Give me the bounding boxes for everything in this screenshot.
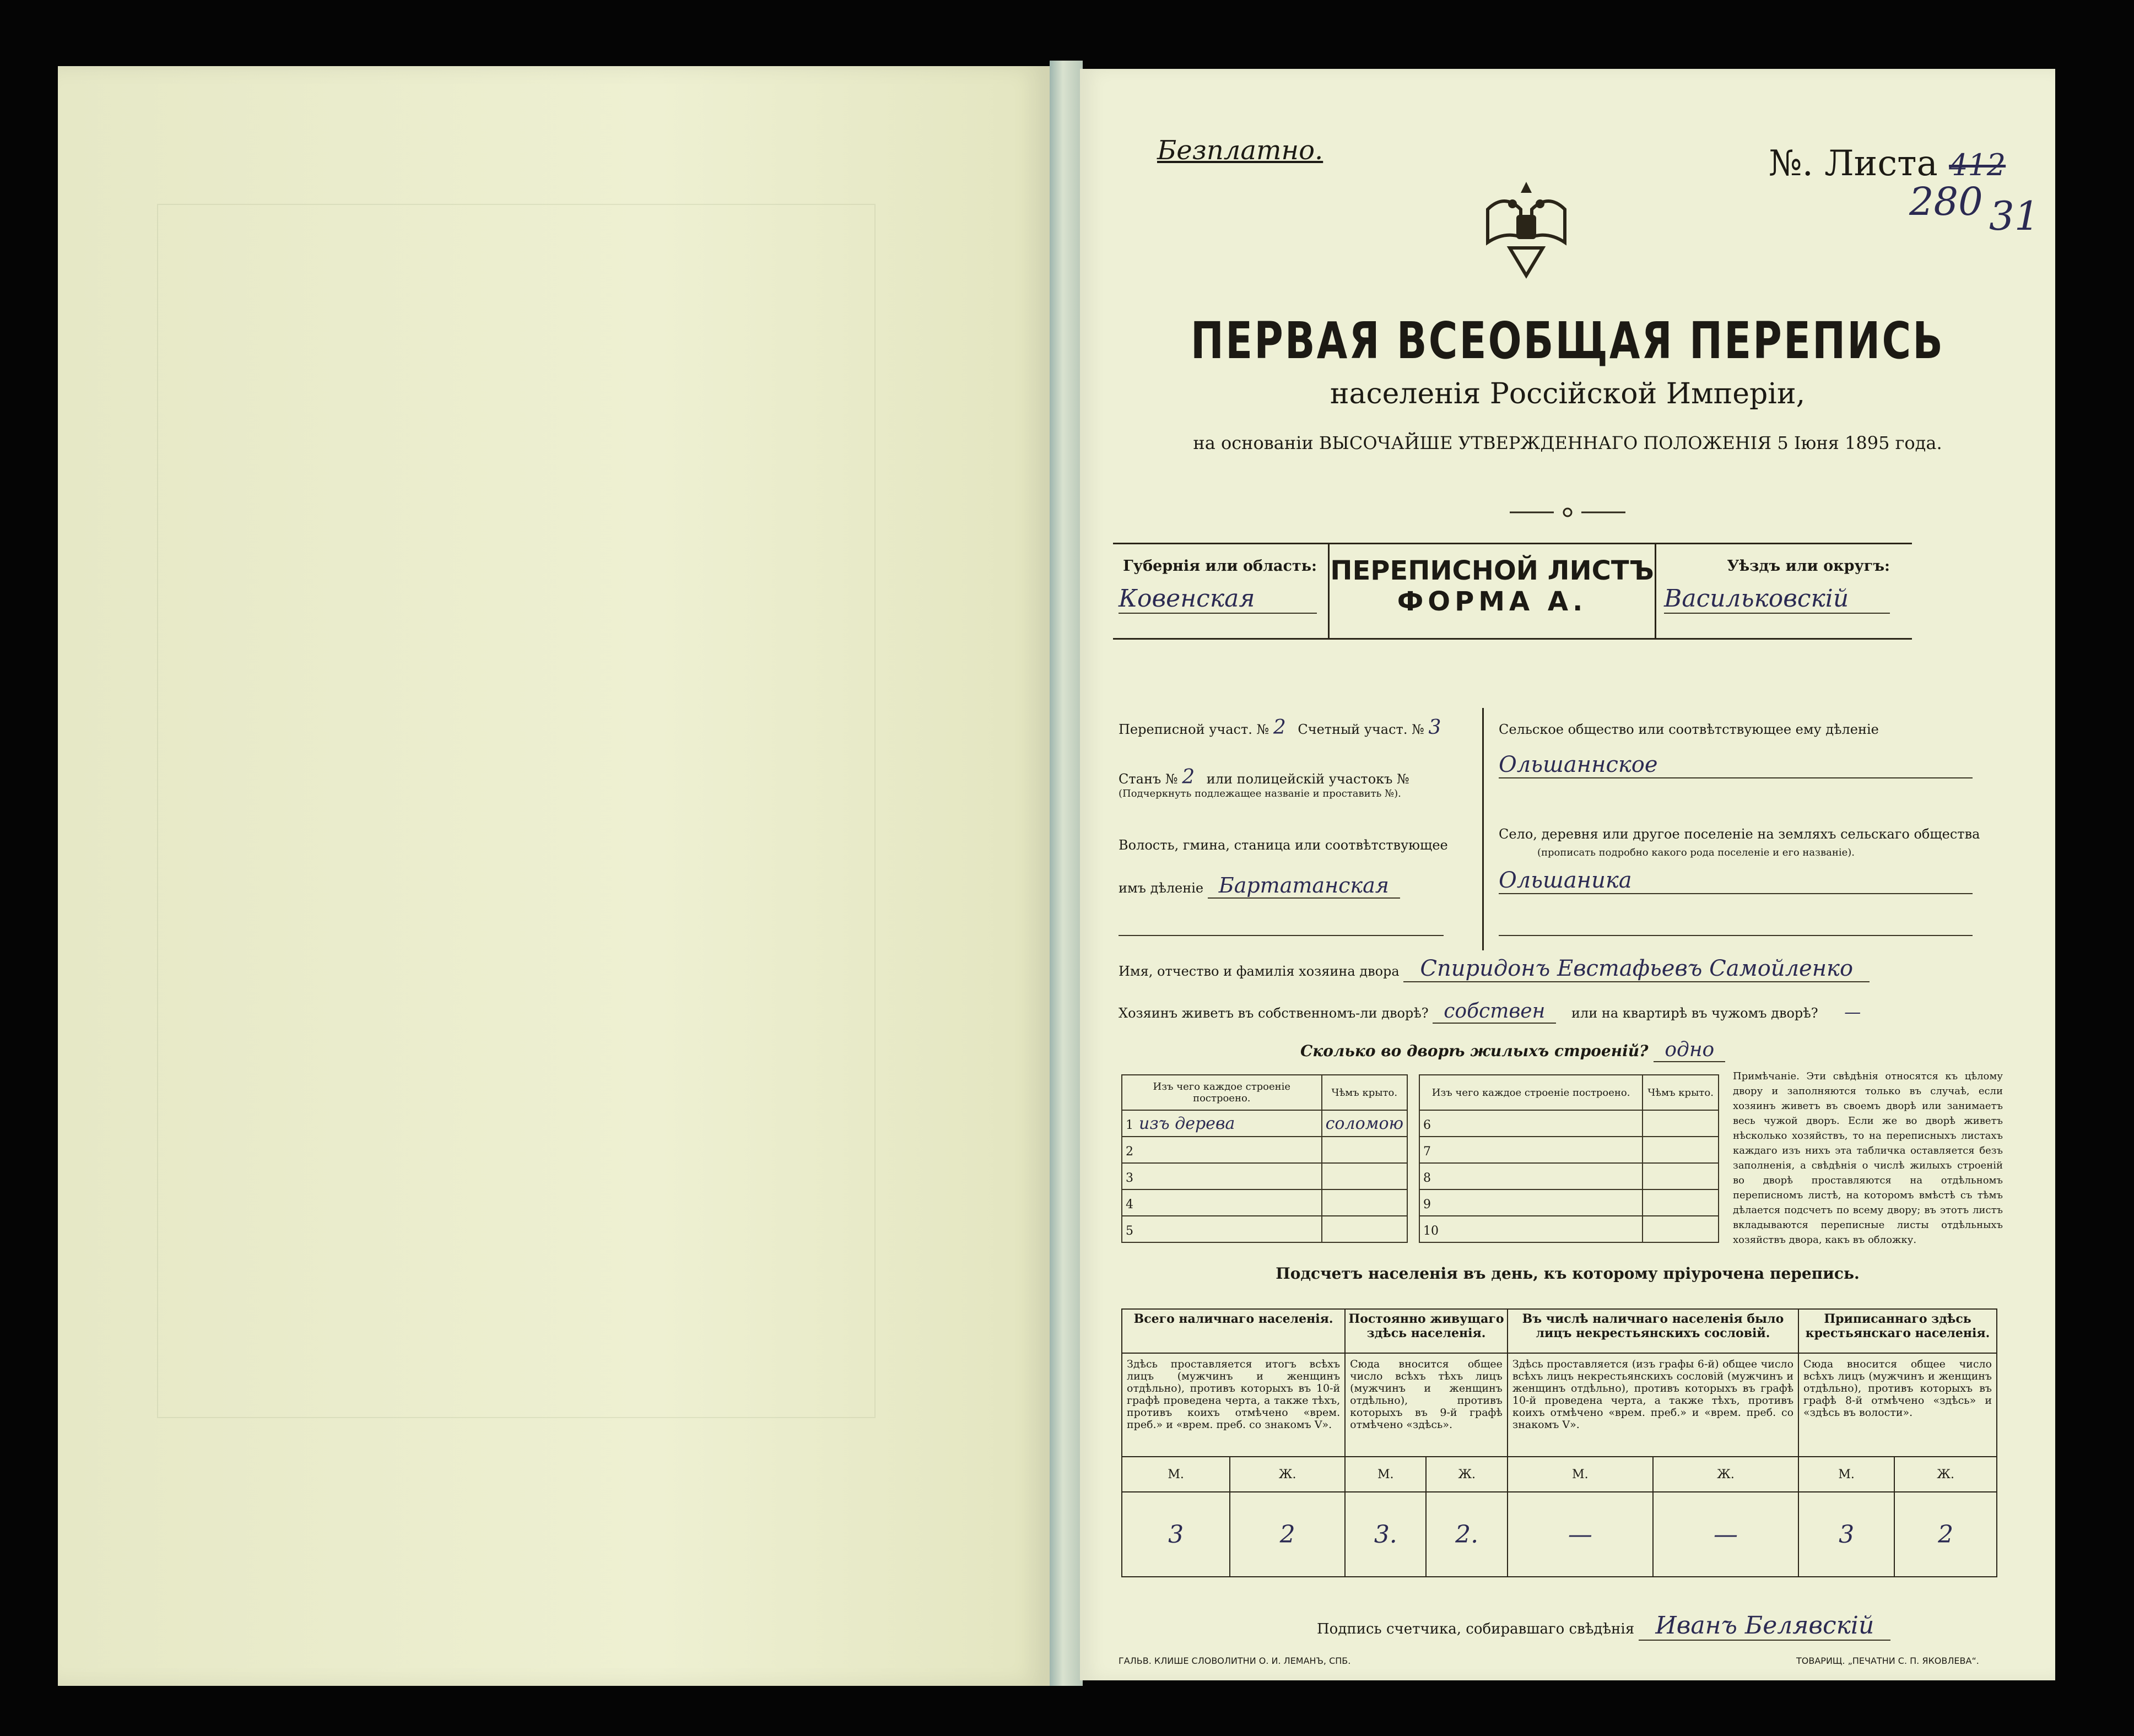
page-title: ПЕРВАЯ ВСЕОБЩАЯ ПЕРЕПИСЬ [1190,311,1945,370]
population-column-title: Постоянно живущаго здѣсь населенія. [1345,1309,1508,1353]
building-number: 1 [1126,1118,1133,1132]
stan-note: (Подчеркнуть подлежащее названіе и проставить №). [1119,788,1401,799]
female-header: Ж. [1653,1457,1798,1492]
population-column-title: Всего наличнаго населенія. [1122,1309,1345,1353]
male-count: 3. [1345,1492,1426,1577]
gubernia-value: Ковенская [1119,585,1317,614]
population-table [1121,1308,1997,1577]
female-count: — [1653,1492,1798,1577]
volost-line: имъ дѣленіе Бартатанская [1119,873,1444,897]
uezd-value: Васильковскій [1664,585,1890,614]
signature-line: Подпись счетчика, собиравшаго свѣдѣнія Иванъ Белявскій [1317,1611,1890,1640]
population-column-title: Приписаннаго здѣсь крестьянскаго населенія. [1798,1309,1997,1353]
buildings-count: одно [1654,1039,1725,1062]
enumerator-signature: Иванъ Белявскій [1639,1611,1890,1641]
female-header: Ж. [1230,1457,1345,1492]
building-roof [1322,1137,1407,1163]
female-header: Ж. [1426,1457,1507,1492]
free-label: Безплатно. [1157,135,1323,166]
village-label: Село, деревня или другое поселеніе на земляхъ сельскаго общества [1499,826,1980,842]
owner-name-line: Имя, отчество и фамилія хозяина двора Спиридонъ Евстафьевъ Самойленко [1119,956,2000,981]
building-row [1122,1163,1407,1189]
sheet-number-extra: 31 [1989,193,2040,239]
building-row [1419,1110,1719,1137]
building-number: 8 [1423,1171,1431,1185]
society-label: Сельское общество или соотвѣтствующее ему дѣленіе [1499,722,1879,737]
form-code: ФОРМА А. [1397,586,1587,617]
buildings-count-line: Сколько во дворѣ жилыхъ строеній? одно [1300,1039,1725,1061]
village-note: (прописать подробно какого рода поселеніе и его названіе). [1537,847,1855,858]
building-row [1122,1189,1407,1216]
legal-basis: на основаніи ВЫСОЧАЙШЕ УТВЕРЖДЕННАГО ПОЛОЖЕНІЯ 5 Іюня 1895 года. [1193,432,1942,453]
imperial-eagle-icon [1477,171,1576,286]
building-roof [1643,1163,1719,1189]
buildings-note: Примѣчаніе. Эти свѣдѣнія относятся къ цѣлому двору и заполняются только въ случаѣ, если хозяинъ живетъ въ своемъ дворѣ или занимаетъ весь чужой дворъ. Если же во дворѣ живетъ нѣсколько хозяйствъ, то на переписныхъ листахъ каждаго изъ нихъ эта табличка оставляется безъ заполненія, а свѣдѣнія о числѣ жилыхъ строеній во дворѣ проставляются на отдѣльномъ переписномъ листѣ, на которомъ вмѣстѣ съ тѣмъ дѣлается подсчетъ по всему двору; въ этотъ листъ вкладываются переписные листы отдѣльныхъ хозяйствъ двора, какъ въ обложку. [1733,1070,2003,1246]
buildings-table-left: Изъ чего каждое строеніе построено. Чѣмъ крыто. 1 изъ дерева соломою 2 3 4 5 [1121,1074,1408,1243]
column-divider [1482,708,1485,950]
male-header: М. [1508,1457,1653,1492]
population-column-desc: Сюда вносится общее число всѣхъ тѣхъ лицъ (мужчинъ и женщинъ отдѣльно), противъ которыхъ въ 9-й графѣ отмѣчено «здѣсь». [1345,1353,1508,1457]
population-column-desc: Здѣсь проставляется итогъ всѣхъ лицъ (мужчинъ и женщинъ отдѣльно), противъ которыхъ въ 10-й графѣ проведена черта, а также тѣхъ, противъ коихъ отмѣчено «врем. преб.» и «врем. преб. со знакомъ V». [1122,1353,1345,1457]
footer-right: ТОВАРИЩ. „ПЕЧАТНИ С. П. ЯКОВЛЕВА“. [1796,1656,1979,1666]
population-column-desc: Здѣсь проставляется (изъ графы 6-й) общее число всѣхъ лицъ некрестьянскихъ сословій (мужчинъ и женщинъ отдѣльно), противъ которыхъ въ графѣ 10-й проведена черта, а также тѣхъ, противъ коихъ отмѣчено «врем. преб.» и «врем. преб. со знакомъ V». [1508,1353,1798,1457]
owner-residence-line: Хозяинъ живетъ въ собственномъ-ли дворѣ? собствен или на квартирѣ въ чужомъ дворѣ? — [1119,1000,1861,1023]
population-heading: Подсчетъ населенія въ день, къ которому пріурочена перепись. [1276,1264,1860,1283]
building-roof [1322,1189,1407,1216]
volost-value: Бартатанская [1208,873,1400,899]
volost-blank-line [1119,934,1444,936]
building-roof: соломою [1322,1110,1407,1137]
sheet-number-struck: 412 [1949,148,2006,182]
footer-left: ГАЛЬВ. КЛИШЕ СЛОВОЛИТНИ О. И. ЛЕМАНЪ, СПБ. [1119,1656,1351,1666]
male-header: М. [1798,1457,1894,1492]
building-number: 7 [1423,1144,1431,1159]
building-material: изъ дерева [1139,1113,1235,1133]
district-line: Переписной участ. № 2 Счетный участ. № 3 [1119,716,1441,739]
female-count: 2. [1426,1492,1507,1577]
form-title: ПЕРЕПИСНОЙ ЛИСТЪ [1330,555,1654,586]
population-column-desc: Сюда вносится общее число всѣхъ лицъ (мужчинъ и женщинъ отдѣльно), противъ которыхъ въ графѣ 8-й отмѣчено «здѣсь» и «здѣсь въ волости». [1798,1353,1997,1457]
building-roof [1643,1137,1719,1163]
building-number: 6 [1423,1118,1431,1132]
building-roof [1643,1110,1719,1137]
building-roof [1643,1216,1719,1242]
ornament-divider [1510,507,1625,518]
village-value: Ольшаника [1499,868,1973,894]
gubernia-box: Губернія или область: Ковенская [1113,543,1328,640]
building-number: 9 [1423,1197,1431,1212]
census-form-page [1080,69,2055,1680]
sheet-number: №. Листа 412 [1769,143,2006,184]
building-roof [1322,1216,1407,1242]
building-row [1122,1110,1407,1137]
building-row [1419,1216,1719,1242]
book-spine [1050,61,1083,1686]
building-row [1419,1163,1719,1189]
building-roof [1643,1189,1719,1216]
building-number: 2 [1126,1144,1133,1159]
building-number: 3 [1126,1171,1133,1185]
male-header: М. [1345,1457,1426,1492]
left-page [58,66,1050,1686]
sheet-number-handwritten: 280 [1909,179,1983,224]
building-number: 5 [1126,1224,1133,1238]
stan-line: Станъ № 2 или полицейскій участокъ № [1119,766,1409,788]
building-number: 4 [1126,1197,1133,1212]
male-count: 3 [1122,1492,1230,1577]
male-header: М. [1122,1457,1230,1492]
building-row [1419,1137,1719,1163]
male-count: — [1508,1492,1653,1577]
building-roof [1322,1163,1407,1189]
volost-label: Волость, гмина, станица или соотвѣтствующее [1119,837,1448,853]
society-value: Ольшаннское [1499,752,1973,778]
male-count: 3 [1798,1492,1894,1577]
female-count: 2 [1230,1492,1345,1577]
building-number: 10 [1423,1224,1439,1238]
building-row [1419,1189,1719,1216]
female-header: Ж. [1894,1457,1997,1492]
building-row [1122,1137,1407,1163]
bleed-through [157,204,876,1418]
owner-residence: собствен [1433,1000,1556,1024]
form-title-box [1328,543,1656,640]
village-blank-line [1499,934,1973,936]
buildings-table-right: Изъ чего каждое строеніе построено. Чѣмъ крыто. 6 7 8 9 10 [1419,1074,1719,1243]
page-subtitle: населенія Россійской Имперіи, [1330,377,1806,410]
owner-name: Спиридонъ Евстафьевъ Самойленко [1403,956,1870,982]
uezd-box: Уѣздъ или округъ: Васильковскій [1653,543,1912,640]
population-column-title: Въ числѣ наличнаго населенія было лицъ некрестьянскихъ сословій. [1508,1309,1798,1353]
building-row [1122,1216,1407,1242]
female-count: 2 [1894,1492,1997,1577]
